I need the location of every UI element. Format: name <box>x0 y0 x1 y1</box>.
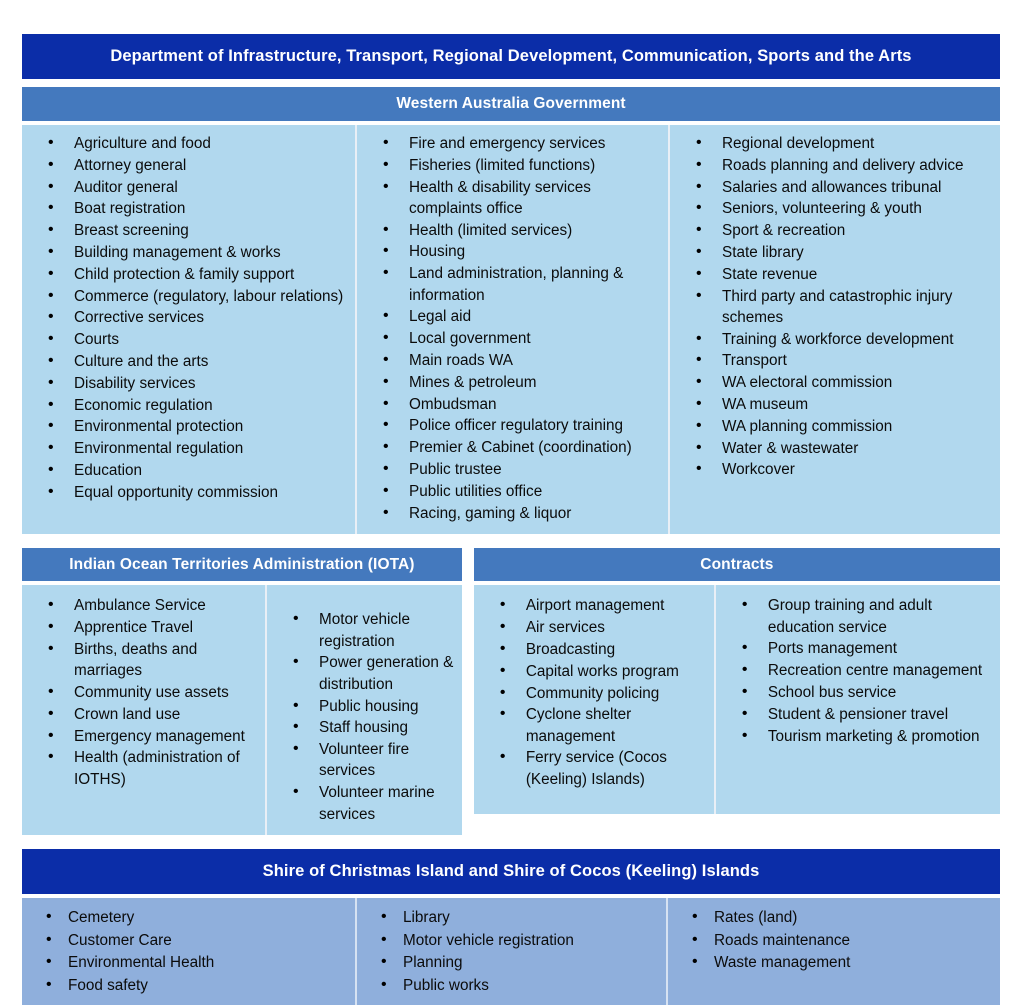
list-item: • Sport & recreation <box>676 220 994 241</box>
list-item: • Library <box>363 907 660 929</box>
list-item: • Public utilities office <box>363 481 662 502</box>
list-item: • Broadcasting <box>480 639 708 660</box>
list-item: • Fisheries (limited functions) <box>363 155 662 176</box>
list-item: • Ferry service (Cocos (Keeling) Islands) <box>480 747 708 790</box>
iota-contracts-row <box>22 548 1000 835</box>
wa-government-panel <box>22 125 1000 534</box>
list-item: • WA electoral commission <box>676 372 994 393</box>
list-item: • Emergency management <box>28 726 259 747</box>
iota-title: Indian Ocean Territories Administration (IOTA) <box>69 555 415 573</box>
contracts-list-1 <box>480 595 708 790</box>
iota-column-2 <box>265 585 462 835</box>
list-item: • Waste management <box>674 952 994 974</box>
list-item: • Ambulance Service <box>28 595 259 616</box>
list-item: • Training & workforce development <box>676 329 994 350</box>
list-item: • Recreation centre management <box>722 660 994 681</box>
list-item: • Land administration, planning & information <box>363 263 662 306</box>
list-item: • Child protection & family support <box>28 264 349 285</box>
wa-government-list-3 <box>676 133 994 481</box>
iota-list-2 <box>273 609 456 824</box>
list-item: • Local government <box>363 328 662 349</box>
list-item: • Motor vehicle registration <box>273 609 456 652</box>
shire-list-2 <box>363 907 660 997</box>
list-item: • Public trustee <box>363 459 662 480</box>
wa-government-column-2 <box>355 125 668 534</box>
list-item: • Health (administration of IOTHS) <box>28 747 259 790</box>
contracts-title: Contracts <box>700 555 774 573</box>
wa-government-list-2 <box>363 133 662 524</box>
list-item: • Public housing <box>273 696 456 717</box>
department-title: Department of Infrastructure, Transport, Regional Development, Communication, Sports and the Arts <box>110 47 912 65</box>
list-item: • Capital works program <box>480 661 708 682</box>
shire-header-banner <box>22 849 1000 894</box>
list-item: • State library <box>676 242 994 263</box>
wa-government-column-1 <box>22 125 355 534</box>
list-item: • Group training and adult education service <box>722 595 994 638</box>
spacer <box>22 79 1000 87</box>
list-item: • Health & disability services complaints office <box>363 177 662 220</box>
list-item: • Environmental protection <box>28 416 349 437</box>
contracts-column-2 <box>714 585 1000 814</box>
list-item: • Racing, gaming & liquor <box>363 503 662 524</box>
list-item: • Environmental Health <box>28 952 349 974</box>
wa-government-column-3 <box>668 125 1000 534</box>
list-item: • Transport <box>676 350 994 371</box>
wa-government-title: Western Australia Government <box>396 95 626 112</box>
list-item: • Airport management <box>480 595 708 616</box>
list-item: • Volunteer fire services <box>273 739 456 782</box>
list-item: • Health (limited services) <box>363 220 662 241</box>
list-item: • Ports management <box>722 638 994 659</box>
wa-government-list-1 <box>28 133 349 503</box>
list-item: • Community use assets <box>28 682 259 703</box>
list-item: • Equal opportunity commission <box>28 482 349 503</box>
list-item: • Building management & works <box>28 242 349 263</box>
list-item: • Fire and emergency services <box>363 133 662 154</box>
list-item: • Air services <box>480 617 708 638</box>
list-item: • Customer Care <box>28 930 349 952</box>
list-item: • Auditor general <box>28 177 349 198</box>
list-item: • Economic regulation <box>28 395 349 416</box>
list-item: • Attorney general <box>28 155 349 176</box>
list-item: • Tourism marketing & promotion <box>722 726 994 747</box>
list-item: • Food safety <box>28 975 349 997</box>
list-item: • Water & wastewater <box>676 438 994 459</box>
list-item: • School bus service <box>722 682 994 703</box>
iota-header-banner <box>22 548 462 581</box>
list-item: • Cyclone shelter management <box>480 704 708 747</box>
list-item: • Disability services <box>28 373 349 394</box>
list-item: • Planning <box>363 952 660 974</box>
list-item: • Volunteer marine services <box>273 782 456 825</box>
list-item: • Roads maintenance <box>674 930 994 952</box>
list-item: • Ombudsman <box>363 394 662 415</box>
list-item: • Community policing <box>480 683 708 704</box>
list-item: • Student & pensioner travel <box>722 704 994 725</box>
shire-list-3 <box>674 907 994 974</box>
block-gap <box>462 548 474 835</box>
list-item: • Commerce (regulatory, labour relations) <box>28 286 349 307</box>
list-item: • Courts <box>28 329 349 350</box>
list-item: • WA planning commission <box>676 416 994 437</box>
list-item: • Corrective services <box>28 307 349 328</box>
shire-column-3 <box>666 898 1000 1005</box>
shire-column-1 <box>22 898 355 1005</box>
wa-government-header-banner <box>22 87 1000 121</box>
list-item: • Police officer regulatory training <box>363 415 662 436</box>
iota-block <box>22 548 462 835</box>
shire-column-2 <box>355 898 666 1005</box>
list-item: • Births, deaths and marriages <box>28 639 259 682</box>
spacer <box>22 835 1000 849</box>
list-item: • Cemetery <box>28 907 349 929</box>
list-item: • Power generation & distribution <box>273 652 456 695</box>
iota-panel <box>22 585 462 835</box>
list-item: • Breast screening <box>28 220 349 241</box>
list-item: • Agriculture and food <box>28 133 349 154</box>
list-item: • Staff housing <box>273 717 456 738</box>
list-item: • Environmental regulation <box>28 438 349 459</box>
list-item: • Third party and catastrophic injury schemes <box>676 286 994 329</box>
shire-panel <box>22 898 1000 1005</box>
contracts-panel <box>474 585 1000 814</box>
list-item: • Housing <box>363 241 662 262</box>
contracts-block <box>474 548 1000 835</box>
list-item: • Mines & petroleum <box>363 372 662 393</box>
department-header-banner <box>22 34 1000 79</box>
list-item: • Regional development <box>676 133 994 154</box>
shire-list-1 <box>28 907 349 997</box>
list-item: • Crown land use <box>28 704 259 725</box>
list-item: • Apprentice Travel <box>28 617 259 638</box>
list-item: • Culture and the arts <box>28 351 349 372</box>
list-item: • Boat registration <box>28 198 349 219</box>
list-item: • State revenue <box>676 264 994 285</box>
list-item: • Motor vehicle registration <box>363 930 660 952</box>
list-item: • Rates (land) <box>674 907 994 929</box>
iota-list-1 <box>28 595 259 790</box>
contracts-header-banner <box>474 548 1000 581</box>
list-item: • Seniors, volunteering & youth <box>676 198 994 219</box>
list-item: • Education <box>28 460 349 481</box>
list-item: • Main roads WA <box>363 350 662 371</box>
spacer <box>22 534 1000 548</box>
list-item: • Salaries and allowances tribunal <box>676 177 994 198</box>
list-item: • WA museum <box>676 394 994 415</box>
list-item: • Legal aid <box>363 306 662 327</box>
iota-column-1 <box>22 585 265 835</box>
contracts-column-1 <box>474 585 714 814</box>
list-item: • Public works <box>363 975 660 997</box>
shire-title: Shire of Christmas Island and Shire of Cocos (Keeling) Islands <box>262 862 760 881</box>
list-item: • Workcover <box>676 459 994 480</box>
list-item: • Premier & Cabinet (coordination) <box>363 437 662 458</box>
contracts-list-2 <box>722 595 994 747</box>
list-item: • Roads planning and delivery advice <box>676 155 994 176</box>
